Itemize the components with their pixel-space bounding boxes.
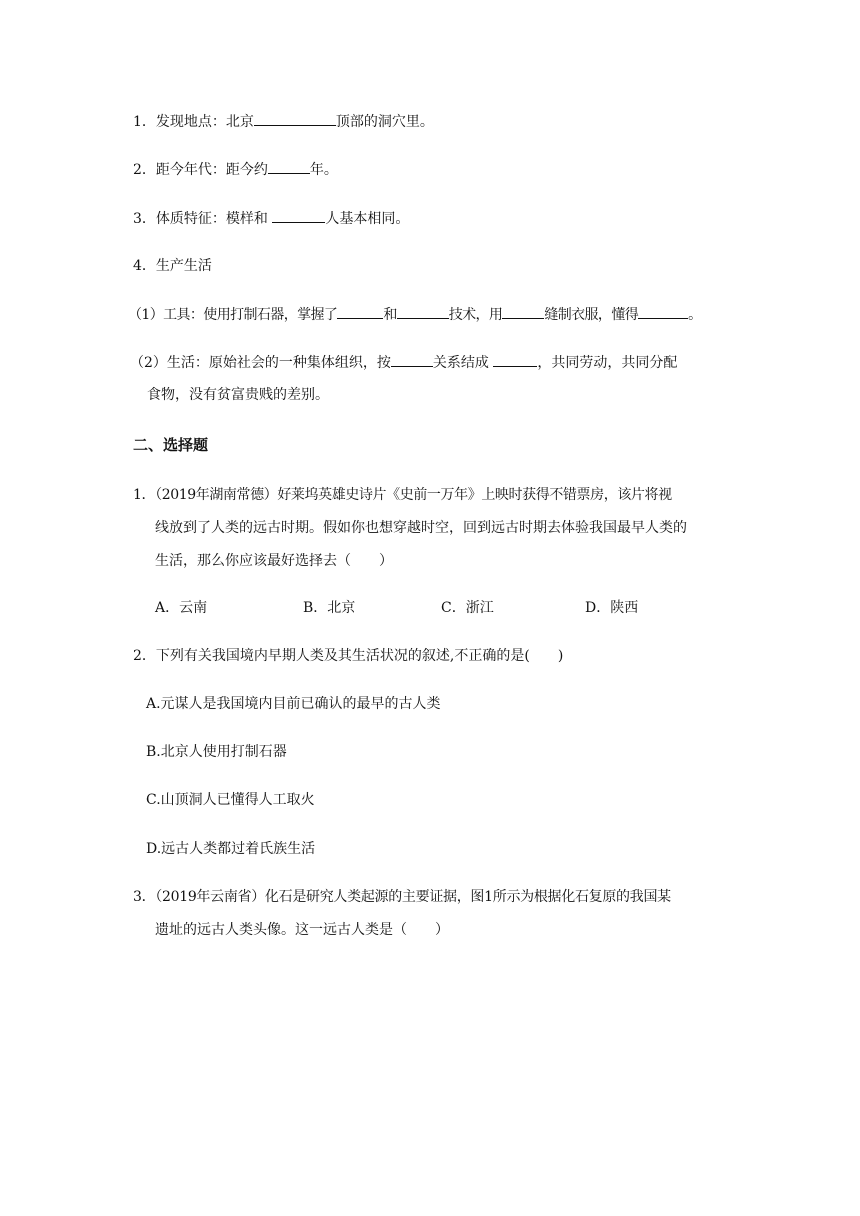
section-title: 二、选择题 bbox=[133, 436, 209, 454]
fill-item-3-pre: 3．体质特征：模样和 bbox=[133, 211, 273, 227]
fill-item-4-title: 4．生产生活 bbox=[133, 258, 212, 274]
answer-blank[interactable] bbox=[337, 304, 383, 319]
fill-item-2-post: 年。 bbox=[309, 162, 338, 178]
fill-item-4-1-text-a: （1）工具：使用打制石器，掌握了 bbox=[128, 307, 338, 323]
fill-item-4-1-text-b: 和 bbox=[383, 307, 397, 323]
q2-stem: 2．下列有关我国境内早期人类及其生活状况的叙述,不正确的是( ) bbox=[133, 648, 564, 664]
fill-item-3 bbox=[133, 208, 409, 229]
q1-option-c[interactable]: C．浙江 bbox=[441, 600, 494, 616]
fill-item-4-1-text-d: 缝制衣服，懂得 bbox=[544, 307, 639, 323]
fill-item-4-1 bbox=[128, 304, 702, 325]
q1-line-3: 生活，那么你应该最好选择去（ ） bbox=[155, 553, 393, 569]
q1-line-2: 线放到了人类的远古时期。假如你也想穿越时空，回到远古时期去体验我国最早人类的 bbox=[155, 520, 687, 536]
q1-option-d[interactable]: D．陕西 bbox=[585, 600, 639, 616]
q2-option-d[interactable]: D.远古人类都过着氏族生活 bbox=[146, 841, 316, 857]
fill-item-3-post: 人基本相同。 bbox=[325, 211, 410, 227]
q1-option-a[interactable]: A．云南 bbox=[155, 600, 208, 616]
q2-option-b[interactable]: B.北京人使用打制石器 bbox=[146, 744, 287, 760]
q2-option-a[interactable]: A.元谋人是我国境内目前已确认的最早的古人类 bbox=[146, 696, 441, 712]
fill-item-4-2-continued: 食物，没有贫富贵贱的差别。 bbox=[147, 387, 329, 403]
fill-item-2 bbox=[133, 159, 338, 180]
answer-blank[interactable] bbox=[391, 352, 433, 367]
fill-item-4-1-text-c: 技术，用 bbox=[448, 307, 503, 323]
q2-option-c[interactable]: C.山顶洞人已懂得人工取火 bbox=[146, 792, 315, 808]
fill-item-1 bbox=[133, 111, 434, 132]
q1-option-b[interactable]: B．北京 bbox=[303, 600, 356, 616]
answer-blank[interactable] bbox=[272, 208, 325, 223]
fill-item-4-2 bbox=[130, 352, 677, 373]
answer-blank[interactable] bbox=[268, 159, 310, 174]
fill-item-4-2-text-c: ，共同劳动，共同分配 bbox=[537, 355, 678, 371]
fill-item-1-post: 顶部的洞穴里。 bbox=[335, 114, 434, 130]
q3-line-2: 遗址的远古人类头像。这一远古人类是（ ） bbox=[155, 922, 449, 938]
fill-item-4-2-text-b: 关系结成 bbox=[432, 355, 494, 371]
q1-line-1: 1．（2019年湖南常德）好莱坞英雄史诗片《史前一万年》上映时获得不错票房，该片将视 bbox=[133, 487, 672, 503]
answer-blank[interactable] bbox=[254, 111, 336, 126]
answer-blank[interactable] bbox=[397, 304, 449, 319]
fill-item-1-pre: 1．发现地点：北京 bbox=[133, 114, 254, 130]
fill-item-4-1-text-e: 。 bbox=[688, 307, 702, 323]
fill-item-2-pre: 2．距今年代：距今约 bbox=[133, 162, 268, 178]
q3-line-1: 3．（2019年云南省）化石是研究人类起源的主要证据，图1所示为根据化石复原的我国某 bbox=[133, 889, 671, 905]
answer-blank[interactable] bbox=[502, 304, 544, 319]
fill-item-4-2-text-a: （2）生活：原始社会的一种集体组织，按 bbox=[130, 355, 391, 371]
answer-blank[interactable] bbox=[638, 304, 688, 319]
answer-blank[interactable] bbox=[493, 352, 537, 367]
